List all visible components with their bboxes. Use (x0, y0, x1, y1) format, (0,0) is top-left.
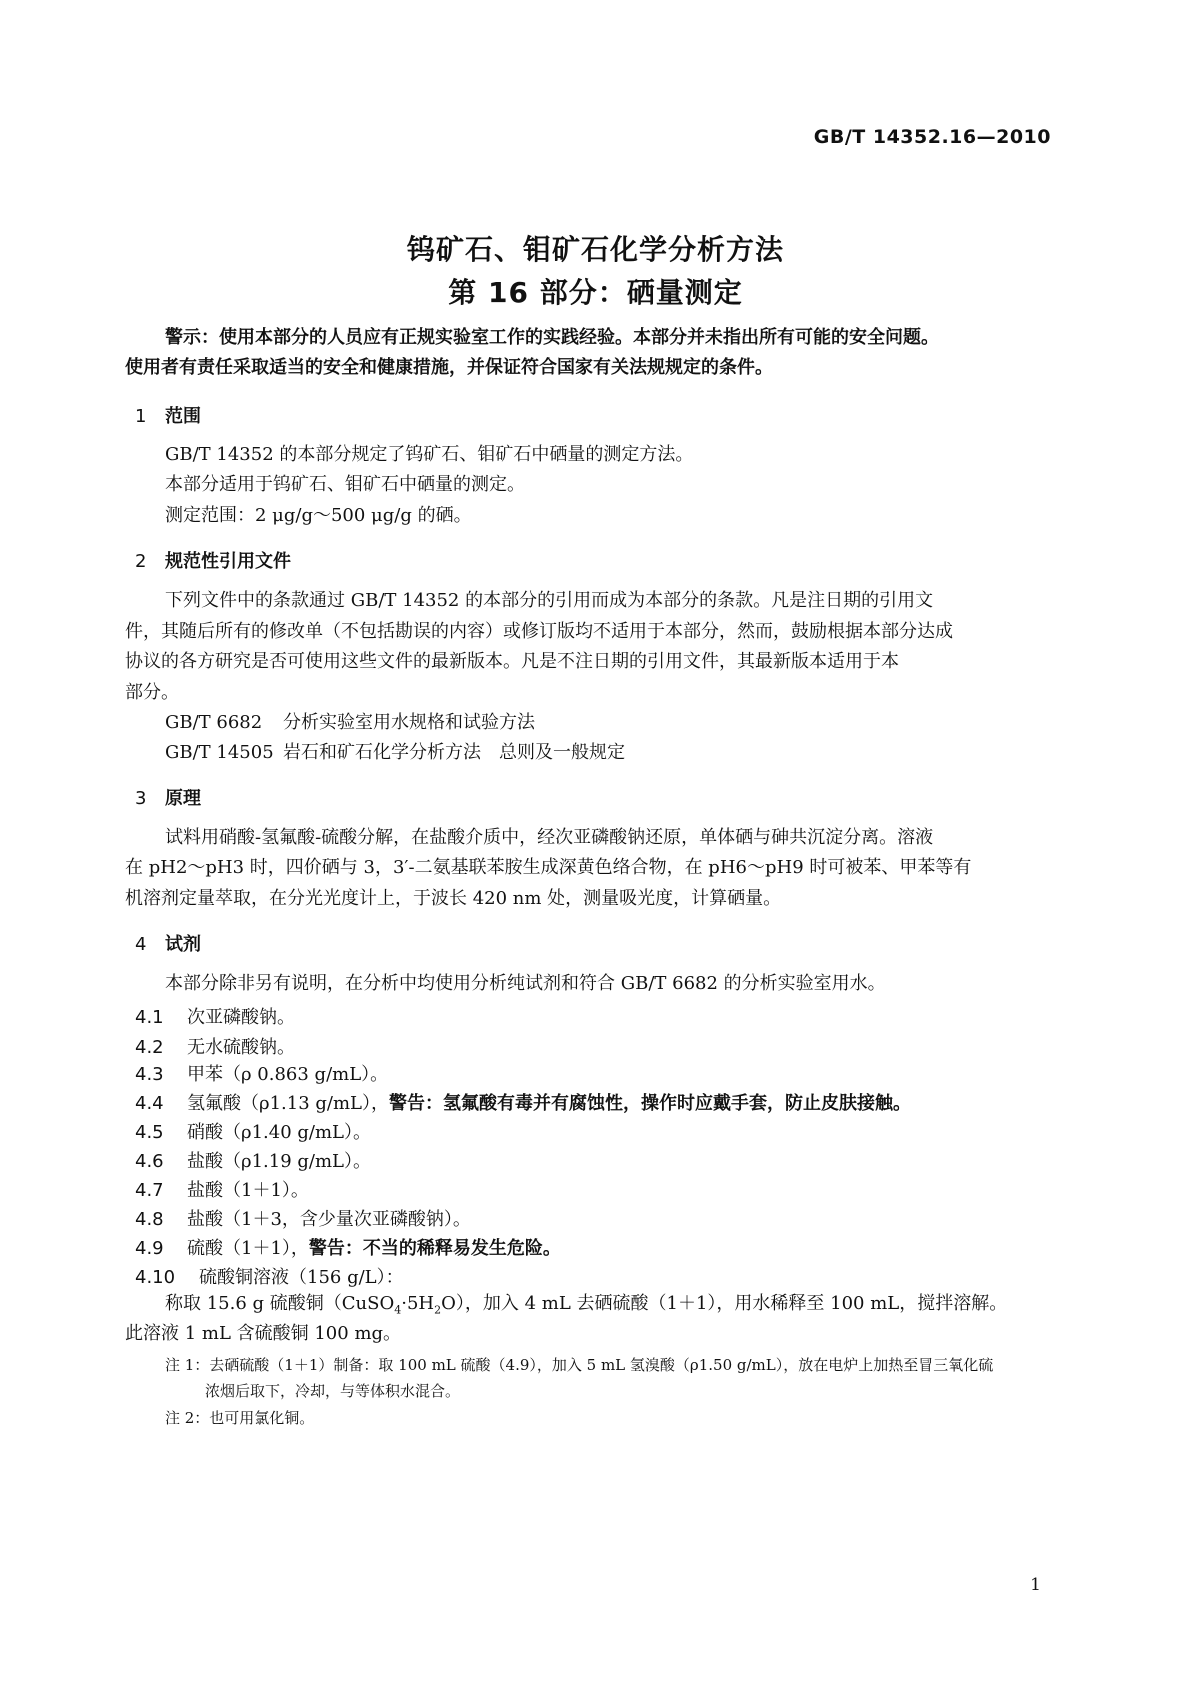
item-number: 4.3 (135, 1064, 164, 1085)
principle-line-2: 在 pH2～pH3 时，四价硒与 3，3′-二氨基联苯胺生成深黄色络合物，在 pH6～pH9 时可被苯、甲苯等有 (125, 857, 972, 878)
item-number: 4.7 (135, 1180, 164, 1201)
warning-line-1: 警示：使用本部分的人员应有正规实验室工作的实践经验。本部分并未指出所有可能的安全问题。 (165, 327, 939, 348)
section-title: 范围 (165, 406, 201, 427)
item-text: 硝酸（ρ1.40 g/mL）。 (187, 1122, 371, 1143)
reference-item (165, 742, 625, 764)
reagent-item (135, 1089, 911, 1115)
copper-sulfate-prep-line-1 (165, 1293, 1007, 1322)
principle-line-1: 试料用硝酸-氢氟酸-硫酸分解，在盐酸介质中，经次亚磷酸钠还原，单体硒与砷共沉淀分离。溶液 (165, 827, 934, 848)
references-text-line-3: 协议的各方研究是否可使用这些文件的最新版本。凡是不注日期的引用文件，其最新版本适用于本 (125, 651, 899, 672)
standard-number: GB/T 14352.16—2010 (813, 126, 1051, 148)
note-1-line-1: 注 1：去硒硫酸（1＋1）制备：取 100 mL 硫酸（4.9），加入 5 mL 氢溴酸（ρ1.50 g/mL），放在电炉上加热至冒三氧化硫 (165, 1356, 994, 1374)
scope-paragraph-3: 测定范围：2 μg/g～500 μg/g 的硒。 (165, 505, 472, 526)
section-number: 3 (135, 788, 147, 809)
text-part: 称取 15.6 g 硫酸铜（CuSO (165, 1293, 395, 1314)
scope-paragraph-1: GB/T 14352 的本部分规定了钨矿石、钼矿石中硒量的测定方法。 (165, 444, 694, 465)
reagents-intro: 本部分除非另有说明，在分析中均使用分析纯试剂和符合 GB/T 6682 的分析实验室用水。 (165, 973, 886, 994)
item-text: 氢氟酸（ρ1.13 g/mL）， (187, 1093, 389, 1114)
page-number: 1 (1030, 1575, 1041, 1595)
reference-code: GB/T 6682 (165, 712, 263, 733)
section-number: 2 (135, 551, 147, 572)
reference-name: 分析实验室用水规格和试验方法 (283, 712, 535, 733)
reagent-item (135, 1003, 295, 1029)
references-text-line-4: 部分。 (125, 682, 179, 703)
item-number: 4.5 (135, 1122, 164, 1143)
section-2-heading (135, 547, 291, 573)
section-title: 试剂 (165, 934, 201, 955)
item-warning: 警告：不当的稀释易发生危险。 (308, 1238, 561, 1259)
section-title: 原理 (165, 788, 201, 809)
references-text-line-2: 件，其随后所有的修改单（不包括勘误的内容）或修订版均不适用于本部分，然而，鼓励根据本部分达成 (125, 621, 953, 642)
note-2: 注 2：也可用氯化铜。 (165, 1409, 315, 1427)
section-1-heading (135, 402, 201, 428)
document-subtitle: 第 16 部分：硒量测定 (448, 276, 743, 309)
section-number: 1 (135, 406, 147, 427)
references-text-line-1: 下列文件中的条款通过 GB/T 14352 的本部分的引用而成为本部分的条款。凡是注日期的引用文 (165, 590, 934, 611)
document-title: 钨矿石、钼矿石化学分析方法 (406, 233, 784, 266)
item-text: 盐酸（ρ1.19 g/mL）。 (187, 1151, 371, 1172)
item-number: 4.9 (135, 1238, 164, 1259)
text-part: ·5H (401, 1293, 435, 1314)
item-number: 4.4 (135, 1093, 164, 1114)
item-number: 4.2 (135, 1037, 164, 1058)
item-warning: 警告：氢氟酸有毒并有腐蚀性，操作时应戴手套，防止皮肤接触。 (389, 1093, 911, 1114)
reference-code: GB/T 14505 (165, 742, 274, 763)
subscript: 2 (434, 1303, 442, 1317)
subscript: 4 (394, 1303, 402, 1317)
reference-name: 岩石和矿石化学分析方法 总则及一般规定 (283, 742, 625, 763)
warning-line-2: 使用者有责任采取适当的安全和健康措施，并保证符合国家有关法规规定的条件。 (125, 357, 773, 378)
section-number: 4 (135, 934, 147, 955)
reagent-item (135, 1205, 471, 1231)
item-text: 无水硫酸钠。 (187, 1037, 295, 1058)
reagent-item (135, 1234, 561, 1260)
item-text: 盐酸（1＋3，含少量次亚磷酸钠）。 (187, 1209, 471, 1230)
section-3-heading (135, 784, 201, 810)
item-text: 硫酸（1＋1）， (187, 1238, 309, 1259)
item-text: 硫酸铜溶液（156 g/L）： (199, 1267, 404, 1288)
item-text: 盐酸（1＋1）。 (187, 1180, 309, 1201)
section-4-heading (135, 930, 201, 956)
reagent-item (135, 1033, 295, 1059)
reagent-item (135, 1176, 309, 1202)
reagent-item (135, 1118, 371, 1144)
note-1-line-2: 浓烟后取下，冷却，与等体积水混合。 (205, 1382, 461, 1400)
section-title: 规范性引用文件 (165, 551, 291, 572)
copper-sulfate-prep-line-2: 此溶液 1 mL 含硫酸铜 100 mg。 (125, 1323, 402, 1344)
reagent-item (135, 1147, 371, 1173)
principle-line-3: 机溶剂定量萃取，在分光光度计上，于波长 420 nm 处，测量吸光度，计算硒量。 (125, 888, 782, 909)
reagent-item (135, 1060, 388, 1086)
item-number: 4.10 (135, 1267, 176, 1288)
item-text: 次亚磷酸钠。 (187, 1007, 295, 1028)
reagent-item (135, 1263, 404, 1289)
reference-item (165, 712, 535, 734)
scope-paragraph-2: 本部分适用于钨矿石、钼矿石中硒量的测定。 (165, 474, 525, 495)
text-part: O），加入 4 mL 去硒硫酸（1＋1），用水稀释至 100 mL，搅拌溶解。 (441, 1293, 1008, 1314)
item-number: 4.8 (135, 1209, 164, 1230)
item-number: 4.6 (135, 1151, 164, 1172)
item-text: 甲苯（ρ 0.863 g/mL）。 (187, 1064, 389, 1085)
item-number: 4.1 (135, 1007, 164, 1028)
